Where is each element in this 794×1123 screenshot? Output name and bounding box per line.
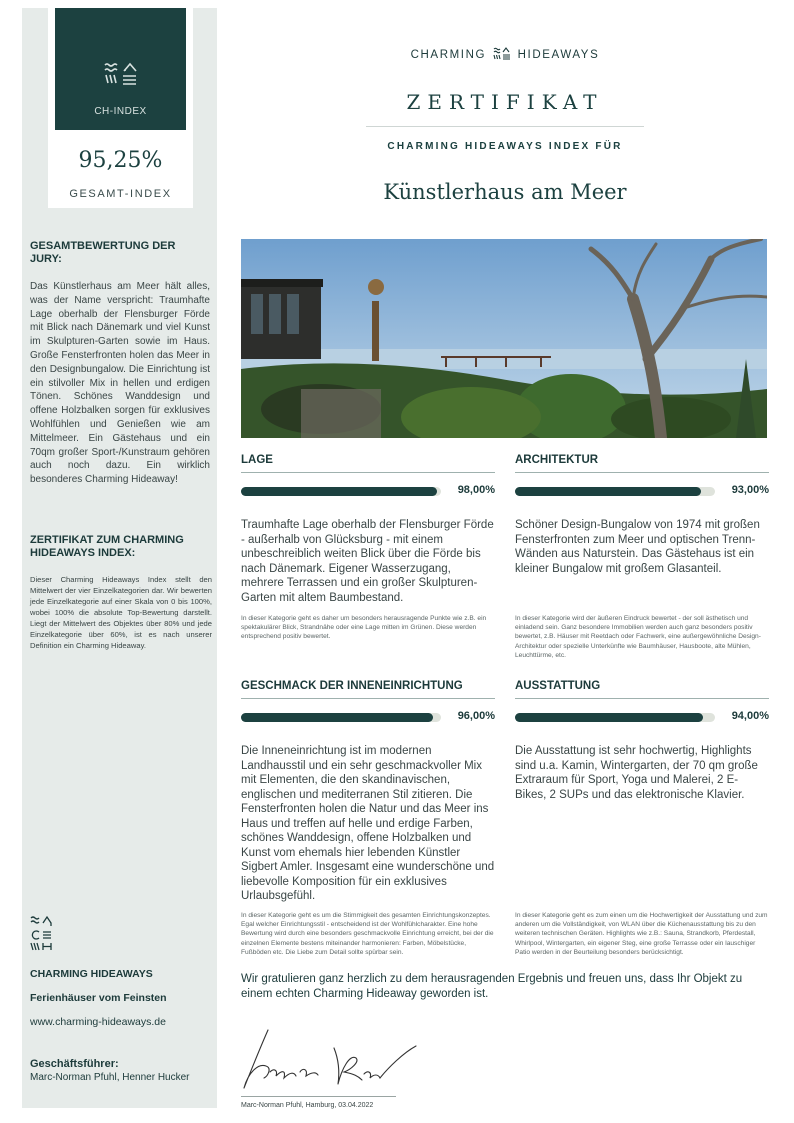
closing-statement: Wir gratulieren ganz herzlich zu dem herausragenden Ergebnis und freuen uns, dass Ihr Objekt zu einem echten Charming Hideaway geworden ist. xyxy=(241,973,743,1000)
score-bar-track xyxy=(515,487,715,496)
certificate-subtitle: CHARMING HIDEAWAYS INDEX FÜR xyxy=(387,141,623,152)
footer-logo-icon xyxy=(30,914,54,952)
brand-wordmark xyxy=(380,46,630,61)
total-index-percent: 95,25% xyxy=(78,148,163,173)
score-bar-fill xyxy=(241,713,433,722)
category-architektur xyxy=(515,451,769,576)
score-bar-track xyxy=(241,487,441,496)
sidebar xyxy=(22,8,217,1108)
score-value: 96,00% xyxy=(457,710,495,722)
category-title: ARCHITEKTUR xyxy=(515,451,769,473)
category-text: Schöner Design-Bungalow von 1974 mit großen Fensterfronten zum Meer und optischen Trenn-Wänden aus Naturstein. Das Gästehaus ist ein kleiner Bungalow mit großem Glasanteil. xyxy=(515,519,760,575)
category-note-architektur: In dieser Kategorie wird der äußeren Eindruck bewertet - der soll ästhetisch und einladend sein. Ganz besondere Immobilien werden auch ganz besonders positiv bewertet, z.B. Häuser mit Reetdach oder Fachwerk, eine außergewöhnliche Design-Architektur oder spezielle Unterkünfte wie Baumhäuser, Hausboote, alte Mühlen, Leuchttürme, etc. xyxy=(515,615,761,659)
total-index-label: GESAMT-INDEX xyxy=(69,188,172,200)
score-row xyxy=(241,699,495,733)
signature-line xyxy=(241,1096,396,1097)
jury-text: Das Künstlerhaus am Meer hält alles, was der Name verspricht: Traumhafte Lage oberhalb der Flensburger Förde mit Blick nach Dänemark und viel Kunst im Skulpturen-Garten sowie im Haus. Große Fensterfronten holen das Meer in den Designbungalow. Die Einrichtung ist ein stilvoller Mix in hellen und erdigen Tönen. Schönes Wanddesign und offene Holzbalken sorgen für exklusives Wohlfühlen und Genießen wie am Mittelmeer. Ein Gästehaus und ein 70qm großer Sport-/Kunstraum gehören auch noch dazu. Ein wirklich besonderes Charming Hideaway! xyxy=(30,281,210,486)
brand-right: HIDEAWAYS xyxy=(517,49,600,61)
score-bar-fill xyxy=(241,487,437,496)
footer-tagline: Ferienhäuser vom Feinsten xyxy=(30,992,167,1004)
score-value: 94,00% xyxy=(731,710,769,722)
score-bar-fill xyxy=(515,487,701,496)
index-badge xyxy=(48,8,193,208)
title-divider xyxy=(366,126,644,127)
footer-managers-label: Geschäftsführer: xyxy=(30,1058,119,1070)
brand-mark-icon xyxy=(493,46,511,60)
footer-website-link[interactable]: www.charming-hideaways.de xyxy=(30,1016,166,1028)
signature-caption: Marc-Norman Pfuhl, Hamburg, 03.04.2022 xyxy=(241,1102,374,1109)
score-row xyxy=(515,473,769,507)
badge-label: CH-INDEX xyxy=(94,106,147,117)
category-lage xyxy=(241,451,495,605)
footer-brand: CHARMING HIDEAWAYS xyxy=(30,968,153,980)
jury-heading: GESAMTBEWERTUNG DER JURY: xyxy=(30,240,176,265)
score-row xyxy=(515,699,769,733)
category-ausstattung xyxy=(515,677,769,802)
property-name: Künstlerhaus am Meer xyxy=(383,180,627,204)
certificate-title: ZERTIFIKAT xyxy=(406,90,604,114)
score-bar-track xyxy=(515,713,715,722)
score-value: 93,00% xyxy=(731,484,769,496)
category-text: Die Inneneinrichtung ist im modernen Landhausstil und ein sehr geschmackvoller Mix mit Elementen, die den skandinavischen, englischen und mediterranen Stil zitieren. Die Fensterfronten holen die Natur und das Meer ins Haus und treffen auf helle und erdige Farben, schönes Wanddesign, offene Holzbalken und Kunst vom ehemals hier lebenden Künstler Sigbert Amler. Insgesamt eine wunderschöne und liebevolle Komposition für ein exklusives Urlaubsgefühl. xyxy=(241,745,495,902)
category-note-ausstattung: In dieser Kategorie geht es zum einen um die Hochwertigkeit der Ausstattung und zum anderen um die Vollständigkeit, von WLAN über die Küchenausstattung bis zu den weiteren technischen Geräten. Highlights wie z.B.: Sauna, Strandkorb, Pferdestall, Whirlpool, Wintergarten, ein eigener Steg, eine große Terrasse oder ein lauschiger Patio werden in der Beurteilung besonders berücksichtigt. xyxy=(515,912,768,956)
brand-left: CHARMING xyxy=(410,49,487,61)
category-title: LAGE xyxy=(241,451,495,473)
category-note-geschmack: In dieser Kategorie geht es um die Stimmigkeit des gesamten Einrichtungskonzeptes. Egal welcher Einrichtungsstil - entscheidend ist der Wohlfühlcharakter. Eine hohe Bewertung wird durch eine besonders geschmackvolle Einrichtung erreicht, bei der die einzelnen Elemente bestens miteinander harmonieren: Farben, Möbelstücke, Fußböden etc. Die Liebe zum Detail sollte spürbar sein. xyxy=(241,912,494,956)
footer-managers-names: Marc-Norman Pfuhl, Henner Hucker xyxy=(30,1072,190,1083)
badge-logo-panel xyxy=(55,8,186,130)
score-bar-track xyxy=(241,713,441,722)
category-title: AUSSTATTUNG xyxy=(515,677,769,699)
score-row xyxy=(241,473,495,507)
certificate-heading: ZERTIFIKAT ZUM CHARMING HIDEAWAYS INDEX: xyxy=(30,534,184,559)
category-text: Die Ausstattung ist sehr hochwertig, Highlights sind u.a. Kamin, Wintergarten, der 70 qm große Extraraum für Sport, Yoga und Malerei, 2 E-Bikes, 2 SUPs und das elektronische Klavier. xyxy=(515,745,758,801)
category-note-lage: In dieser Kategorie geht es daher um besonders herausragende Punkte wie z.B. ein spektakulärer Blick, Strandnähe oder eine Lage mitten im Grünen. Diese werden entsprechend positiv bewertet. xyxy=(241,615,487,641)
category-geschmack xyxy=(241,677,495,904)
category-text: Traumhafte Lage oberhalb der Flensburger Förde - außerhalb von Glücksburg - mit einem unbeschreiblich weiten Blick über die Förde bis nach Dänemark. Eigener Wasserzugang, mehrere Terrassen und ein großer Skulpturen-Garten mit altem Baumbestand. xyxy=(241,519,494,604)
signature-image xyxy=(238,1028,438,1094)
score-value: 98,00% xyxy=(457,484,495,496)
property-photo xyxy=(241,239,767,438)
certificate-text: Dieser Charming Hideaways Index stellt den Mittelwert der vier Einzelkategorien dar. Wir bewerten jede Einzelkategorie auf einer Skala von 0 bis 100%, wobei 100% die absolute Top-Bewertung darstellt. Liegt der Mittelwert des Objektes über 80% und jede Einzelkategorie über 60%, ist es nach unserer Definition ein Charming Hideaway. xyxy=(30,575,212,650)
brand-logo-icon xyxy=(103,58,139,88)
score-bar-fill xyxy=(515,713,703,722)
category-title: GESCHMACK DER INNENEINRICHTUNG xyxy=(241,677,495,699)
